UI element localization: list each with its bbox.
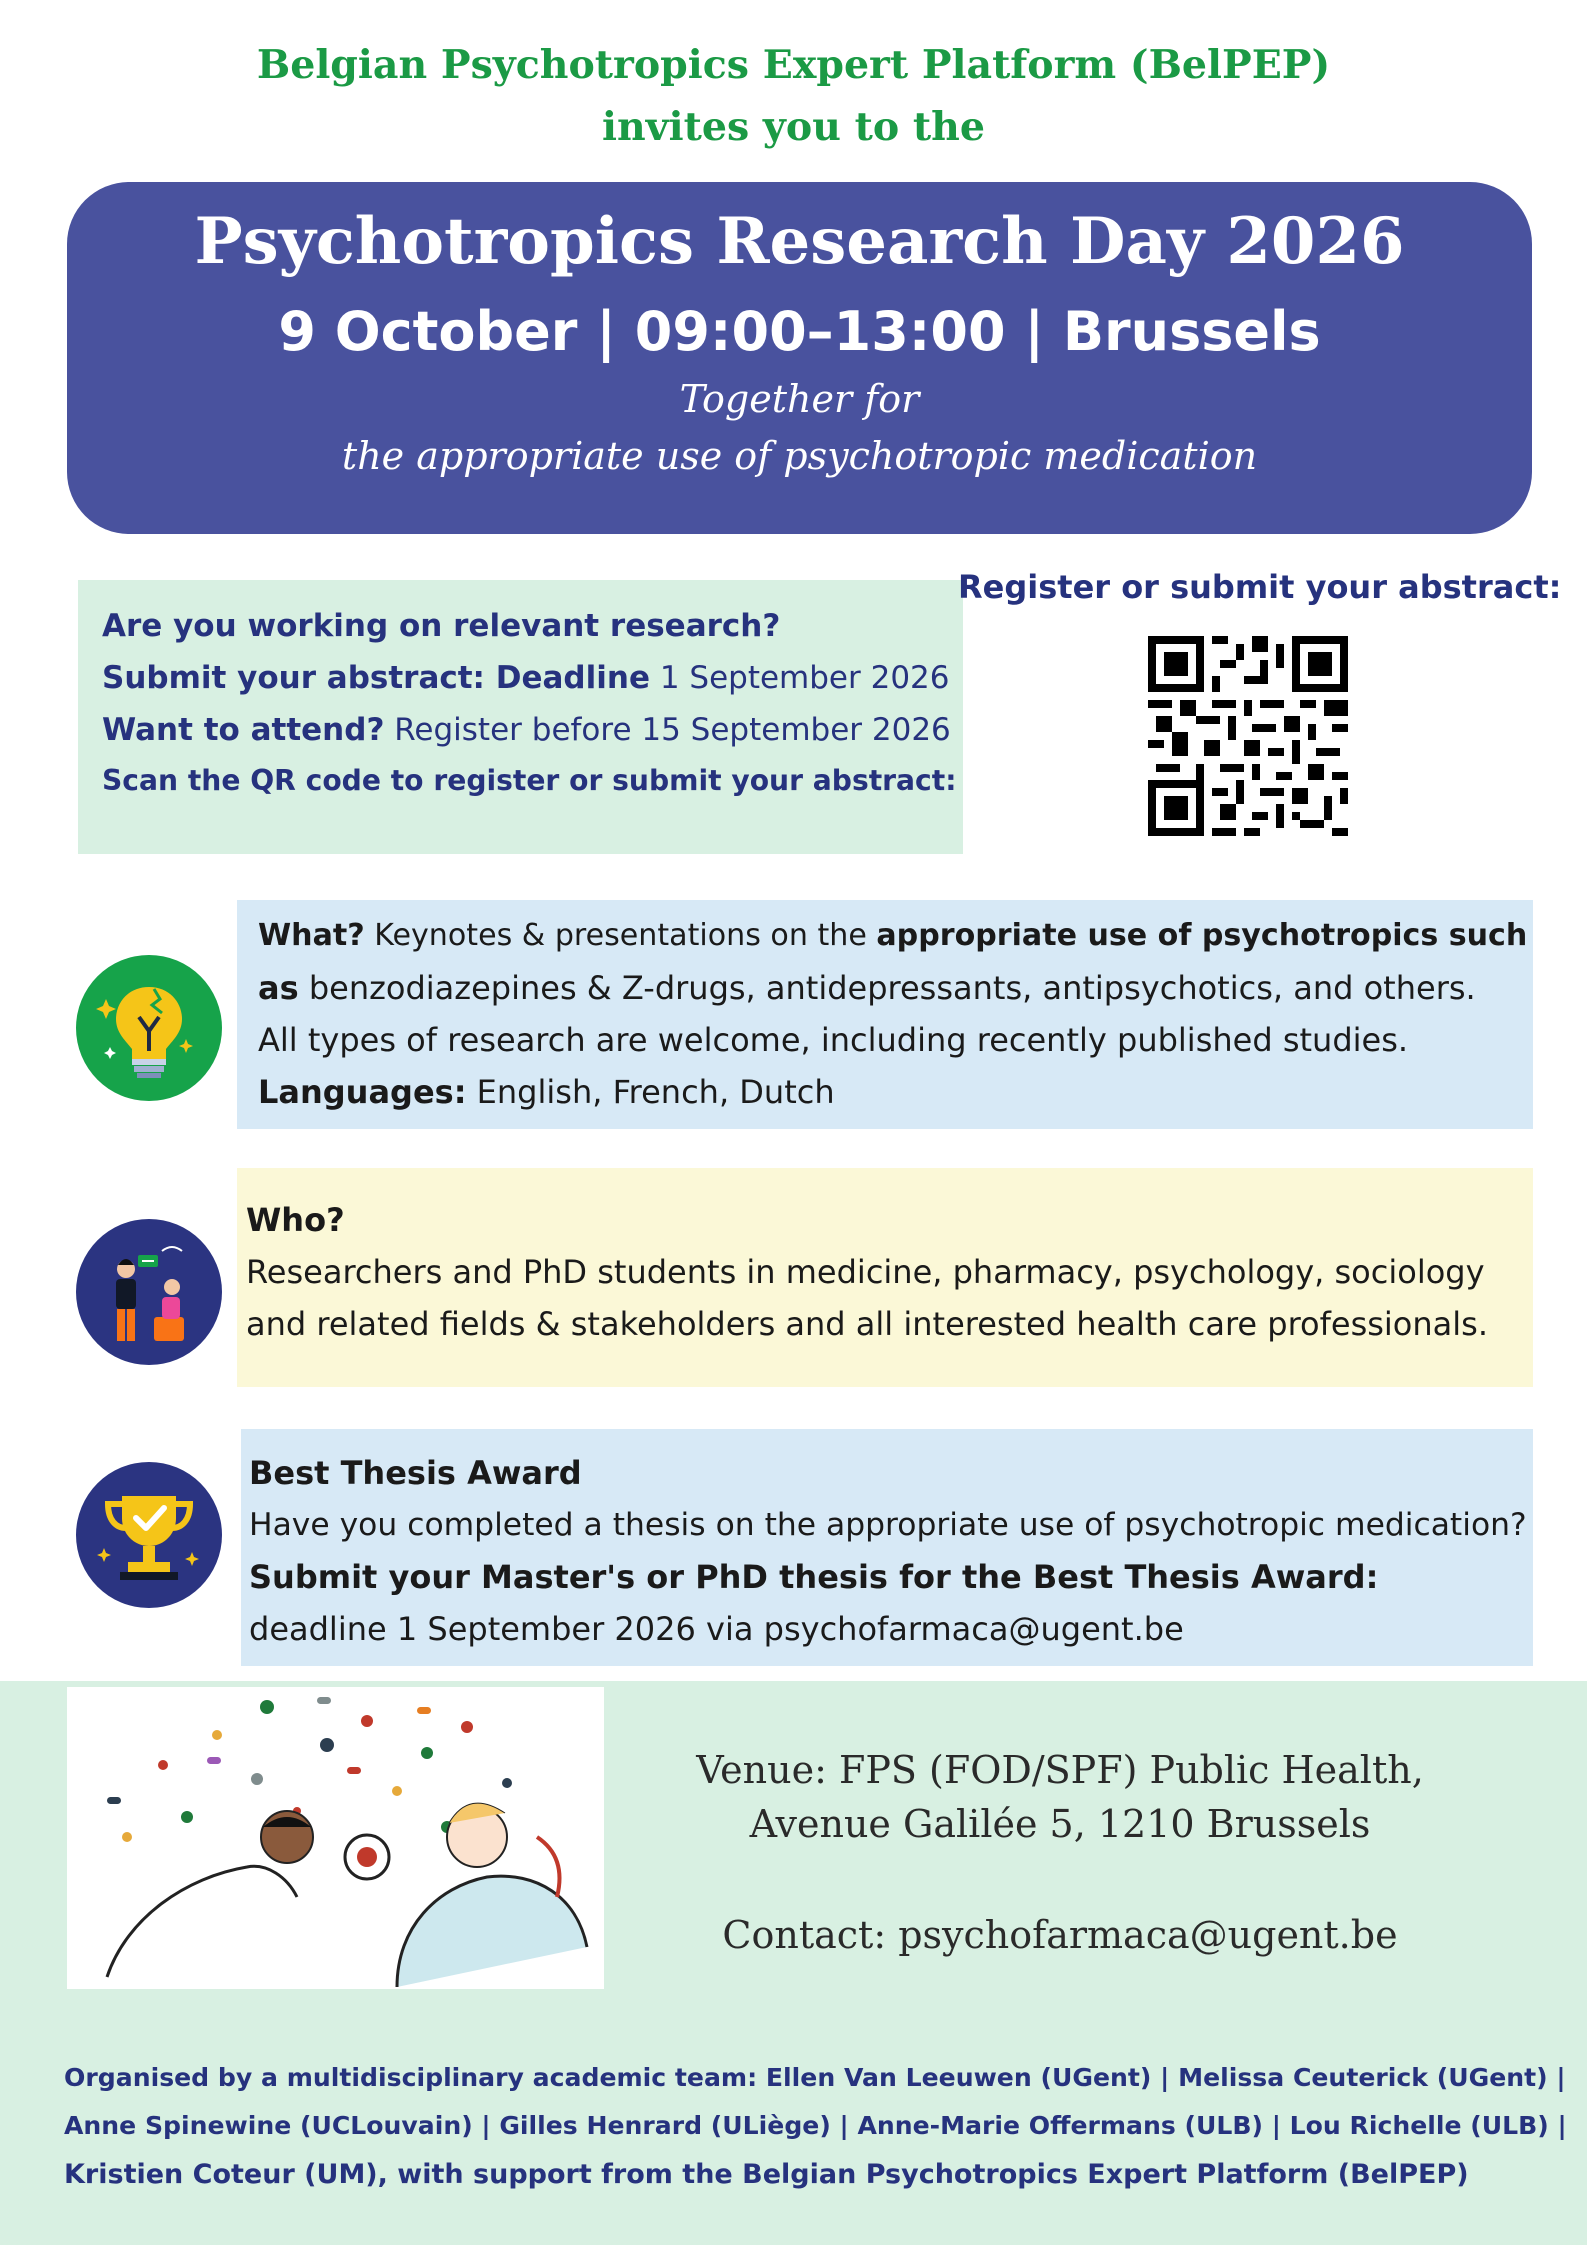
lightbulb-puzzle-icon [76,955,222,1101]
event-date-time-place: 9 October | 09:00–13:00 | Brussels [278,300,1321,363]
venue-line-2: Avenue Galilée 5, 1210 Brussels [749,1802,1371,1846]
qr-heading: Register or submit your abstract: [958,568,1562,606]
organisers-line-2: Anne Spinewine (UCLouvain) | Gilles Henrard (ULiège) | Anne-Marie Offermans (ULB) | Lou Richelle (ULB) | [64,2111,1567,2140]
cta-question: Are you working on relevant research? [102,608,781,644]
event-tagline-2: the appropriate use of psychotropic medication [341,434,1258,478]
lightbulb-icon-graphic [76,955,222,1101]
people-icon-graphic [76,1219,222,1365]
who-line-2: and related fields & stakeholders and all interested health care professionals. [246,1305,1488,1343]
what-languages: Languages: English, French, Dutch [258,1073,835,1111]
doctor-patient-pills-illustration [67,1687,604,1989]
who-box [237,1168,1533,1387]
organisers-line-1: Organised by a multidisciplinary academic team: Ellen Van Leeuwen (UGent) | Melissa Ceuterick (UGent) | [64,2063,1566,2092]
who-label: Who? [246,1201,345,1239]
what-line-3: All types of research are welcome, including recently published studies. [258,1021,1409,1059]
people-discussion-icon [76,1219,222,1365]
what-line-1: What? Keynotes & presentations on the appropriate use of psychotropics such [258,918,1528,953]
call-for-abstracts-box [78,580,963,854]
award-line-1: Have you completed a thesis on the appropriate use of psychotropic medication? [249,1507,1527,1543]
cta-abstract-deadline: Submit your abstract: Deadline 1 September 2026 [102,660,950,696]
trophy-icon-graphic [76,1462,222,1608]
what-line-2: as benzodiazepines & Z-drugs, antidepressants, antipsychotics, and others. [258,969,1476,1007]
award-label: Best Thesis Award [249,1454,582,1492]
hero-banner [67,182,1532,534]
trophy-icon [76,1462,222,1608]
header-invite: invites you to the [602,104,985,150]
qr-code-icon[interactable] [1148,636,1348,836]
illustration-graphic [67,1687,604,1989]
cta-scan-instruction: Scan the QR code to register or submit your abstract: [102,764,957,797]
header-organisation: Belgian Psychotropics Expert Platform (BelPEP) [256,42,1331,88]
organisers-line-3: Kristien Coteur (UM), with support from the Belgian Psychotropics Expert Platform (BelPEP) [64,2159,1469,2190]
award-box [241,1429,1533,1666]
what-box [237,900,1533,1129]
who-line-1: Researchers and PhD students in medicine, pharmacy, psychology, sociology [246,1253,1485,1291]
award-line-2: Submit your Master's or PhD thesis for the Best Thesis Award: [249,1558,1379,1596]
award-line-3: deadline 1 September 2026 via psychofarmaca@ugent.be [249,1610,1184,1648]
cta-registration-deadline: Want to attend? Register before 15 September 2026 [102,712,951,748]
venue-line-1: Venue: FPS (FOD/SPF) Public Health, [696,1748,1424,1792]
event-title: Psychotropics Research Day 2026 [194,204,1405,279]
event-tagline-1: Together for [679,377,920,421]
contact-email[interactable]: Contact: psychofarmaca@ugent.be [722,1913,1398,1957]
